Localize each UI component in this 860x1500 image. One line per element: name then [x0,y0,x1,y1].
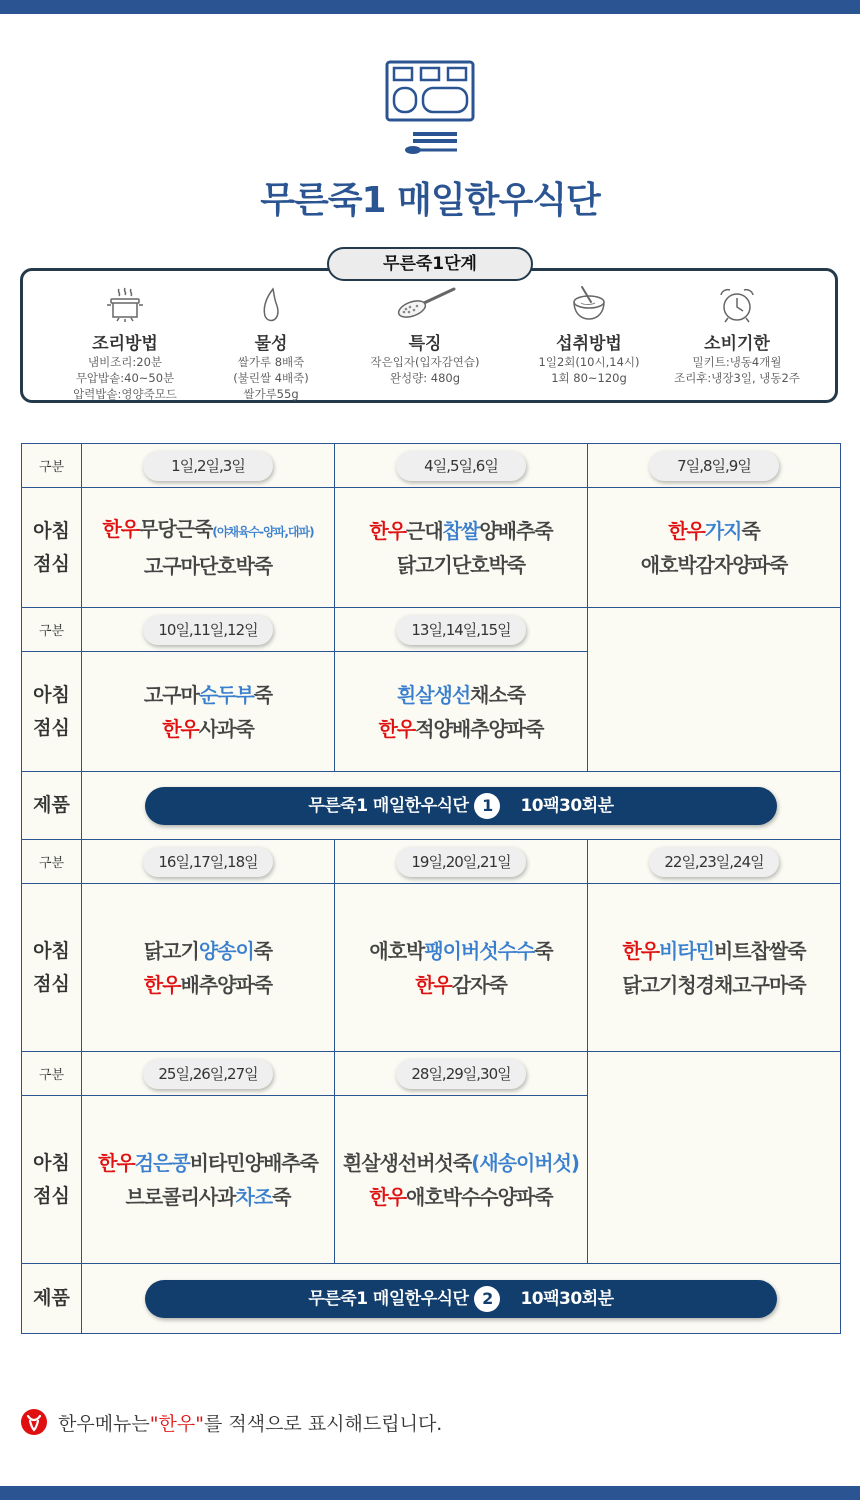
menu-cell: 한우비타민비트찹쌀죽 닭고기청경채고구마죽 [588,884,841,1052]
feature-line: (불린쌀 4배죽) [233,371,309,385]
menu-table [21,443,841,1334]
gubun-label: 구분 [22,840,82,884]
feature-title: 특징 [408,334,442,354]
meal-label: 아침 점심 [22,488,82,608]
feature-line: 작은입자(입자감연습) [370,355,480,369]
day-pill: 7일,8일,9일 [649,451,779,481]
day-pill: 1일,2일,3일 [143,451,273,481]
hanwoo-note [20,1408,442,1436]
feature-title: 조리방법 [92,334,158,354]
note-prefix: 한우메뉴는 [58,1412,150,1435]
product-cell [82,772,841,840]
meal-label: 아침 점심 [22,884,82,1052]
note-suffix: 를 적색으로 표시해드립니다. [203,1412,443,1435]
feature-line: 1일2회(10시,14시) [538,355,640,369]
product-number: 2 [474,1286,500,1312]
info-box [20,268,838,403]
menu-cell: 한우가지죽 애호박감자양파죽 [588,488,841,608]
day-pill: 10일,11일,12일 [143,615,273,645]
feature-title: 소비기한 [704,334,770,354]
feature-line: 1회 80~120g [551,371,627,385]
product-cell [82,1264,841,1334]
menu-cell: 한우검은콩비타민양배추죽 브로콜리사과차조죽 [82,1096,335,1264]
product-label: 제품 [22,1264,82,1334]
gubun-label: 구분 [22,1052,82,1096]
top-bar [0,0,860,14]
table-row [22,1264,841,1334]
meal-label: 아침 점심 [22,652,82,772]
product-number: 1 [474,793,500,819]
menu-cell: 흰살생선채소죽 한우적양배추양파죽 [335,652,588,772]
page-title: 무른죽1 매일한우식단 [260,180,600,221]
day-pill: 25일,26일,27일 [143,1059,273,1089]
gubun-label: 구분 [22,444,82,488]
table-row [22,884,841,1052]
alarm-clock-icon [717,285,757,325]
empty-cell [588,1052,841,1264]
table-row [22,1052,841,1096]
menu-cell: 고구마순두부죽 한우사과죽 [82,652,335,772]
feature-cooking-method [45,283,205,402]
empty-cell [588,608,841,772]
menu-cell: 한우무당근죽(야채육수-양파,대파) 고구마단호박죽 [82,488,335,608]
feature-line: 완성량: 480g [389,371,461,385]
menu-cell: 애호박팽이버섯수수죽 한우감자죽 [335,884,588,1052]
product-banner[interactable]: 무른죽1 매일한우식단 2 10팩30회분 [145,1280,777,1318]
stage-badge: 무른죽1단계 [327,247,533,281]
table-row [22,608,841,652]
menu-cell: 한우근대찹쌀양배추죽 닭고기단호박죽 [335,488,588,608]
day-pill: 13일,14일,15일 [396,615,526,645]
day-pill: 28일,29일,30일 [396,1059,526,1089]
menu-cell: 닭고기양송이죽 한우배추양파죽 [82,884,335,1052]
feature-line: 쌀가루 8배죽 [237,355,305,369]
bottom-bar [0,1486,860,1500]
product-banner[interactable]: 무른죽1 매일한우식단 1 10팩30회분 [145,787,777,825]
feature-title: 섭취방법 [556,334,622,354]
feature-line: 압력밥솥:영양죽모드 [73,387,177,401]
product-label: 제품 [22,772,82,840]
feature-title: 물성 [254,334,288,354]
spoon-icon [390,285,460,325]
day-pill: 16일,17일,18일 [143,847,273,877]
table-row [22,488,841,608]
day-pill: 22일,23일,24일 [649,847,779,877]
feature-line: 조리후:냉장3일, 냉동2주 [674,371,800,385]
bowl-icon [569,285,609,325]
feature-line: 무압밥솥:40~50분 [75,371,175,385]
table-row [22,444,841,488]
note-highlight: "한우" [149,1412,204,1435]
table-row [22,772,841,840]
feature-line: 쌀가루55g [243,387,299,401]
feature-texture [191,283,351,402]
feature-expiry [657,283,817,386]
cooking-pot-icon [105,285,145,325]
feature-line: 냄비조리:20분 [87,355,163,369]
gubun-label: 구분 [22,608,82,652]
meal-label: 아침 점심 [22,1096,82,1264]
day-pill: 4일,5일,6일 [396,451,526,481]
table-row [22,840,841,884]
feature-intake [509,283,669,386]
feature-line: 밀키트:냉동4개월 [692,355,782,369]
cow-logo-icon [20,1408,48,1436]
day-pill: 19일,20일,21일 [396,847,526,877]
droplet-icon [251,285,291,325]
menu-cell: 흰살생선버섯죽(새송이버섯) 한우애호박수수양파죽 [335,1096,588,1264]
lunchbox-logo-icon [385,60,475,156]
feature-characteristic [345,283,505,386]
